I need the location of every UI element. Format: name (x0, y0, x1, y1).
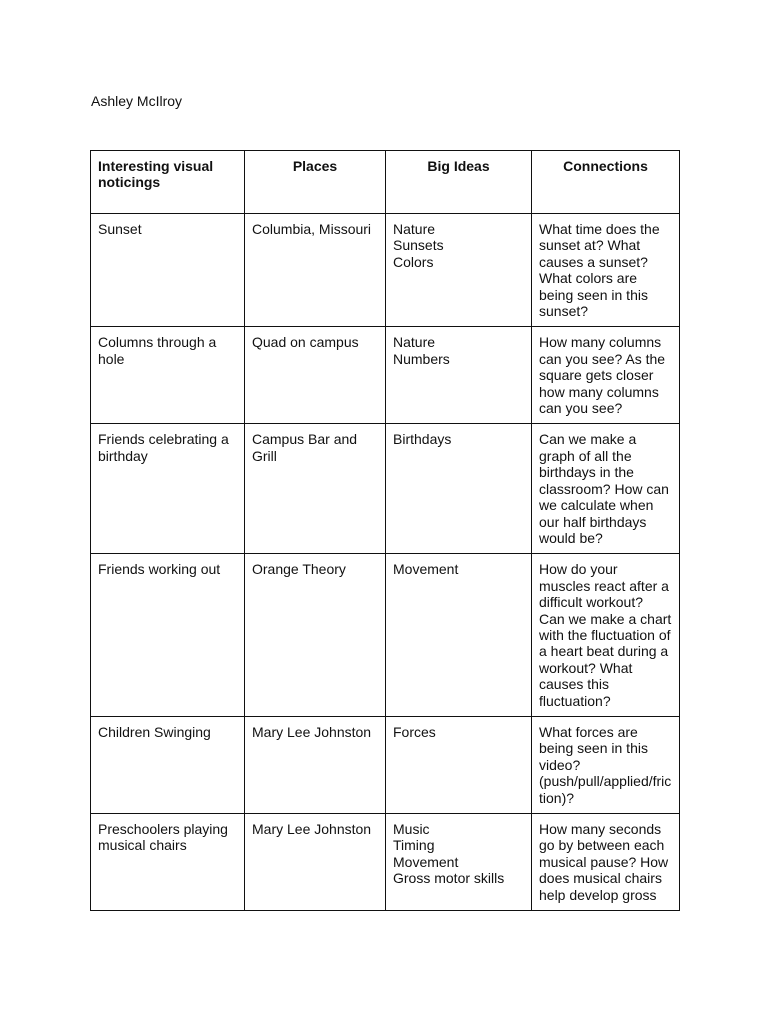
cell-connections: Can we make a graph of all the birthdays in the classroom? How can we calculate when our half birthdays would be? (532, 424, 680, 554)
cell-big-ideas: Forces (386, 716, 532, 813)
header-places: Places (245, 151, 386, 214)
table-row (91, 554, 680, 717)
cell-big-ideas: Music Timing Movement Gross motor skills (386, 814, 532, 911)
cell-connections: How do your muscles react after a difficult workout? Can we make a chart with the fluctuation of a heart beat during a workout? What causes this fluctuation? (532, 554, 680, 717)
cell-place: Orange Theory (245, 554, 386, 717)
cell-connections: What forces are being seen in this video? (push/pull/applied/fric tion)? (532, 716, 680, 813)
cell-place: Quad on campus (245, 327, 386, 424)
cell-connections: How many columns can you see? As the square gets closer how many columns can you see? (532, 327, 680, 424)
cell-place: Mary Lee Johnston (245, 716, 386, 813)
cell-big-ideas: Movement (386, 554, 532, 717)
cell-noticing: Friends celebrating a birthday (91, 424, 245, 554)
table-header-row (91, 151, 680, 214)
cell-place: Campus Bar and Grill (245, 424, 386, 554)
cell-place: Mary Lee Johnston (245, 814, 386, 911)
cell-big-ideas: Birthdays (386, 424, 532, 554)
table-row (91, 424, 680, 554)
table-row (91, 814, 680, 911)
header-big-ideas: Big Ideas (386, 151, 532, 214)
cell-noticing: Preschoolers playing musical chairs (91, 814, 245, 911)
cell-connections: How many seconds go by between each musical pause? How does musical chairs help develop gross (532, 814, 680, 911)
cell-connections: What time does the sunset at? What causes a sunset? What colors are being seen in this sunset? (532, 214, 680, 327)
header-noticings: Interesting visual noticings (91, 151, 245, 214)
header-connections: Connections (532, 151, 680, 214)
cell-noticing: Sunset (91, 214, 245, 327)
table-row (91, 327, 680, 424)
table-row (91, 716, 680, 813)
cell-big-ideas: Nature Sunsets Colors (386, 214, 532, 327)
noticings-table (90, 150, 680, 911)
cell-big-ideas: Nature Numbers (386, 327, 532, 424)
author-name: Ashley McIlroy (91, 93, 183, 109)
table-row (91, 214, 680, 327)
cell-noticing: Children Swinging (91, 716, 245, 813)
cell-place: Columbia, Missouri (245, 214, 386, 327)
cell-noticing: Friends working out (91, 554, 245, 717)
cell-noticing: Columns through a hole (91, 327, 245, 424)
